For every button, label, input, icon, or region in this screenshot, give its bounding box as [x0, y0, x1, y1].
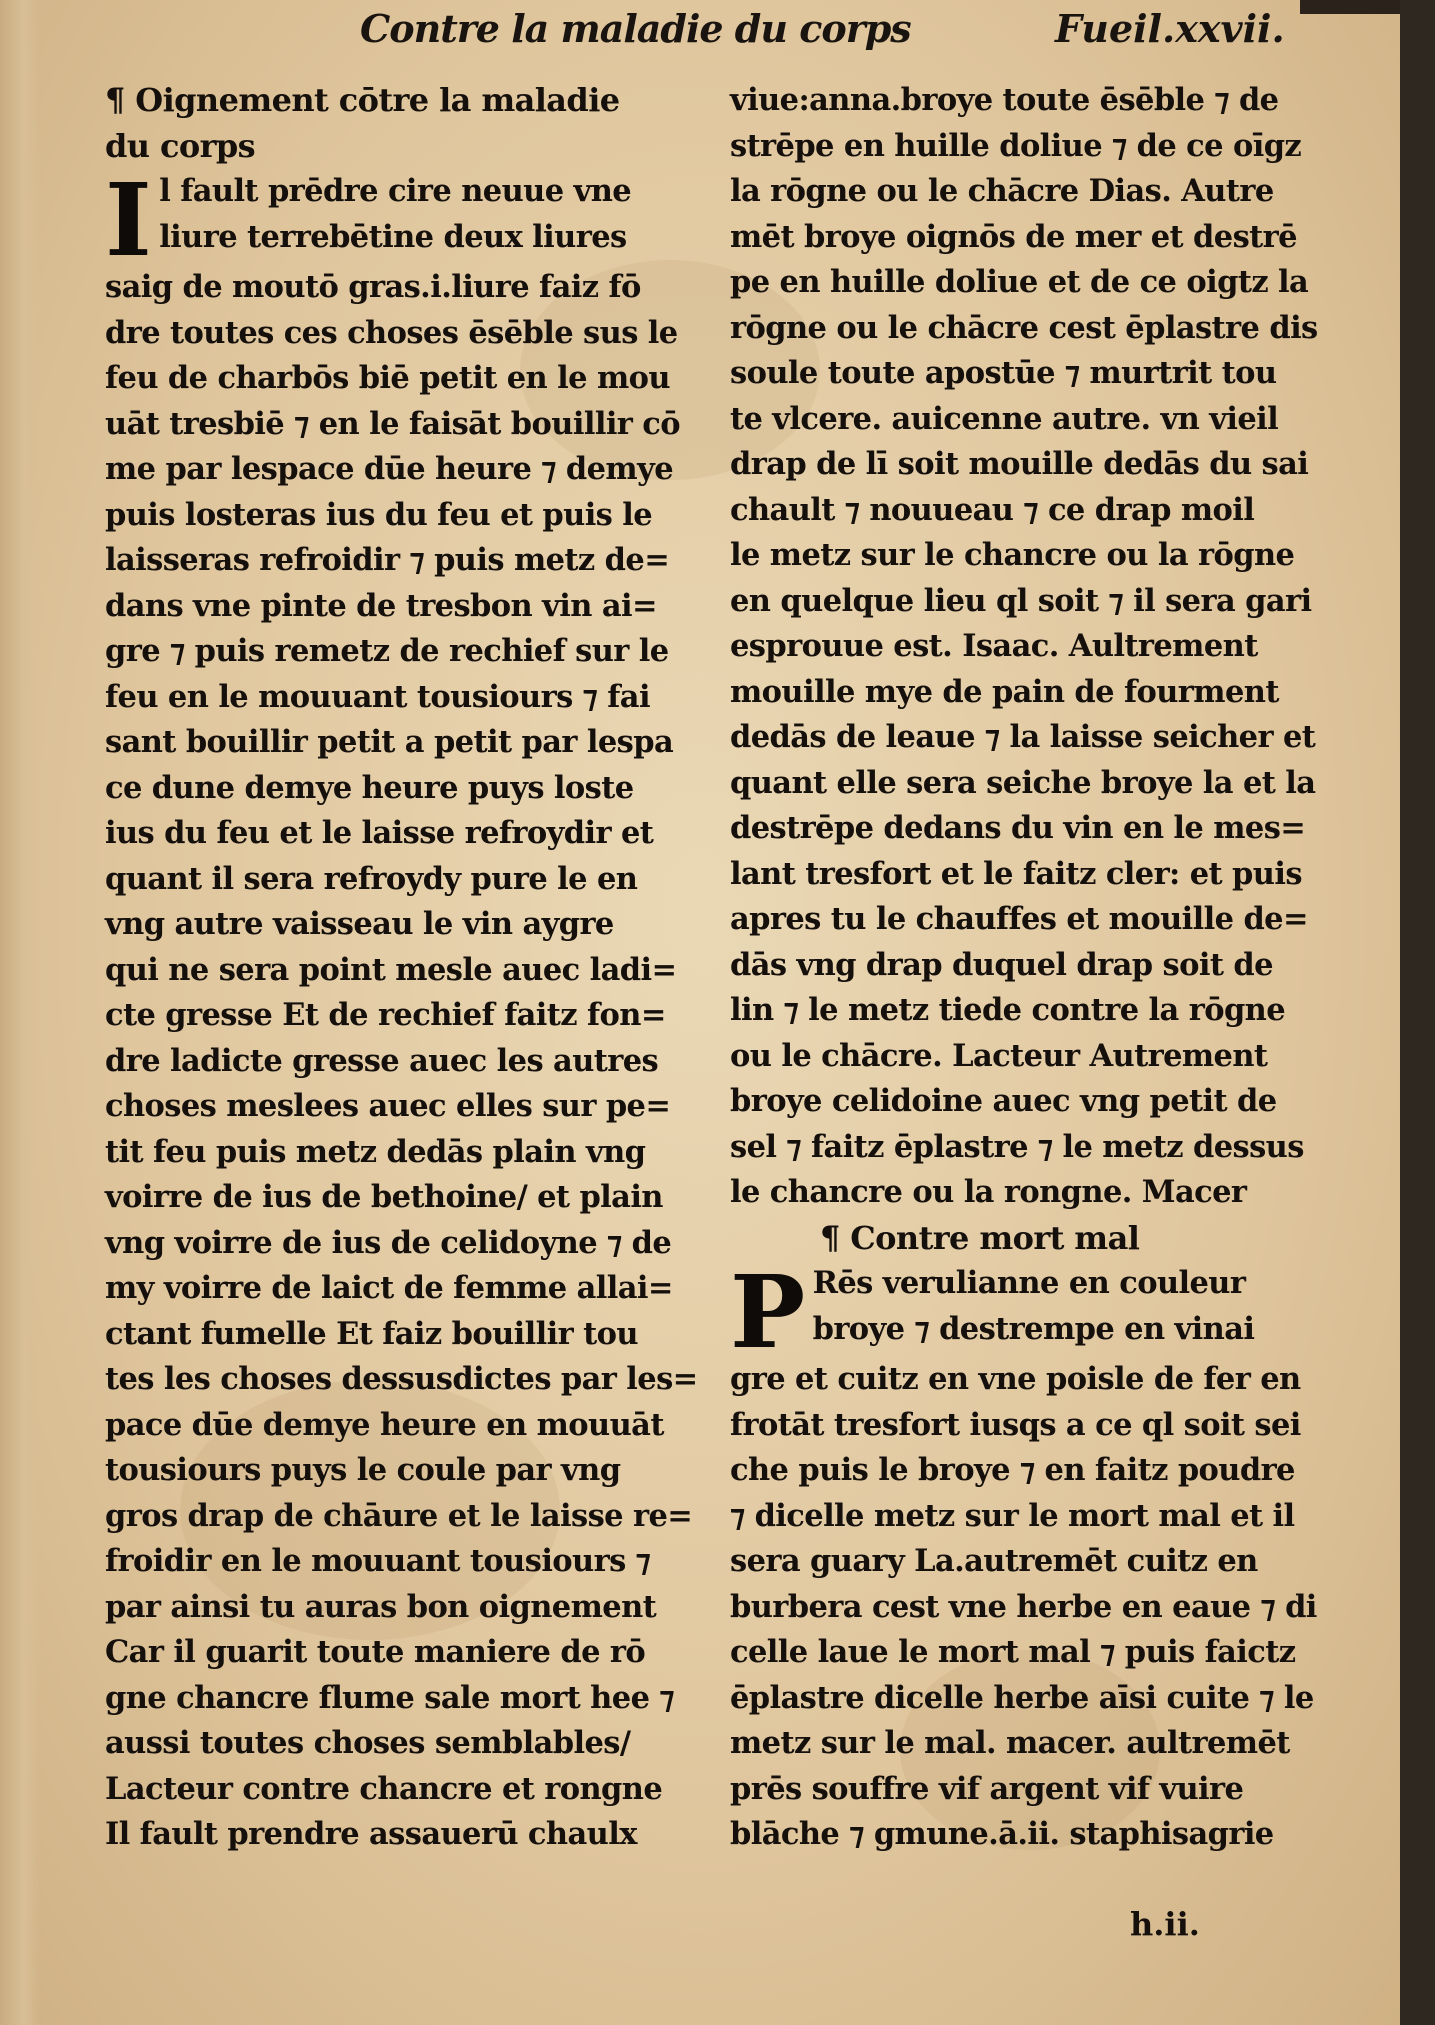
text-line: viue:anna.broye toute ēsēble ⁊ de — [730, 82, 1279, 118]
running-head: Contre la maladie du corps — [360, 6, 911, 51]
text-line: pe en huille doliue et de ce oigtz la — [730, 264, 1309, 300]
text-line: Car il guarit toute maniere de rō — [105, 1634, 646, 1670]
text-line: uāt tresbiē ⁊ en le faisāt bouillir cō — [105, 405, 681, 442]
page-gutter-edge — [0, 0, 40, 2025]
dropcap-paragraph — [730, 1261, 1325, 1357]
text-line: liure terrebētine deux liures — [159, 218, 627, 255]
text-line: esprouue est. Isaac. Aultrement — [730, 628, 1258, 664]
text-line: feu en le mouuant tousiours ⁊ fai — [105, 678, 650, 715]
body-text-top — [730, 78, 1325, 1216]
drop-cap-initial: P — [730, 1261, 805, 1357]
scan-background-edge — [1400, 0, 1435, 2025]
text-line: en quelque lieu ql soit ⁊ il sera gari — [730, 582, 1312, 619]
text-line: tes les choses dessusdictes par les= — [105, 1361, 698, 1397]
text-line: choses meslees auec elles sur pe= — [105, 1088, 671, 1124]
drop-cap-initial: I — [105, 169, 152, 265]
text-line: gros drap de chāure et le laisse re= — [105, 1497, 693, 1534]
text-line: qui ne sera point mesle auec ladi= — [105, 951, 677, 988]
text-line: frotāt tresfort iusqs a ce ql soit sei — [730, 1406, 1301, 1443]
text-line: te vlcere. auicenne autre. vn vieil — [730, 400, 1279, 437]
text-line: celle laue le mort mal ⁊ puis faictz — [730, 1634, 1296, 1670]
text-line: gre et cuitz en vne poisle de fer en — [730, 1361, 1301, 1397]
text-line: drap de lī soit mouille dedās du sai — [730, 446, 1309, 482]
page-top-shadow — [1300, 0, 1400, 14]
body-text-bottom — [730, 1357, 1325, 1858]
text-line: mēt broye oignōs de mer et destrē — [730, 218, 1297, 255]
text-line: Il fault prendre assauerū chaulx — [105, 1816, 637, 1852]
text-line: cte gresse Et de rechief faitz fon= — [105, 997, 666, 1033]
text-line: pace dūe demye heure en mouuāt — [105, 1406, 664, 1443]
text-line: che puis le broye ⁊ en faitz poudre — [730, 1452, 1295, 1488]
text-line: broye ⁊ destrempe en vinai — [812, 1310, 1255, 1347]
text-line: sel ⁊ faitz ēplastre ⁊ le metz dessus — [730, 1128, 1304, 1165]
text-line: rōgne ou le chācre cest ēplastre dis — [730, 309, 1318, 346]
text-line: tousiours puys le coule par vng — [105, 1452, 621, 1488]
text-line: par ainsi tu auras bon oignement — [105, 1588, 657, 1625]
subheading-line: Lacteur contre chancre et rongne — [105, 1770, 663, 1807]
text-line: prēs souffre vif argent vif vuire — [730, 1770, 1244, 1807]
text-line: laisseras refroidir ⁊ puis metz de= — [105, 542, 670, 578]
text-line: dre toutes ces choses ēsēble sus le — [105, 314, 678, 351]
text-line: ēplastre dicelle herbe aīsi cuite ⁊ le — [730, 1679, 1314, 1716]
folio-number: Fueil.xxvii. — [1055, 6, 1285, 51]
right-column — [730, 78, 1325, 1858]
text-line: sera guary La.autremēt cuitz en — [730, 1543, 1258, 1579]
text-line: ⁊ dicelle metz sur le mort mal et il — [730, 1497, 1295, 1534]
text-line: mouille mye de pain de fourment — [730, 673, 1279, 710]
text-line: me par lespace dūe heure ⁊ demye — [105, 451, 673, 487]
text-line: vng autre vaisseau le vin aygre — [105, 906, 614, 942]
text-line: puis losteras ius du feu et puis le — [105, 496, 653, 533]
section-heading: ¶ Contre mort mal — [820, 1218, 1140, 1257]
text-line: ce dune demye heure puys loste — [105, 769, 634, 806]
text-line: dedās de leaue ⁊ la laisse seicher et — [730, 719, 1316, 755]
text-line: l fault prēdre cire neuue vne — [159, 173, 632, 209]
text-line: la rōgne ou le chācre Dias. Autre — [730, 173, 1274, 209]
text-line: dre ladicte gresse auec les autres — [105, 1042, 659, 1079]
signature-mark: h.ii. — [1130, 1905, 1200, 1943]
text-line: ius du feu et le laisse refroydir et — [105, 815, 654, 851]
body-text — [105, 265, 705, 1858]
text-line: lin ⁊ le metz tiede contre la rōgne — [730, 992, 1286, 1028]
text-line: chault ⁊ nouueau ⁊ ce drap moil — [730, 491, 1255, 528]
section-heading: ¶ Oignement cōtre la maladie — [105, 81, 620, 119]
text-line: quant elle sera seiche broye la et la — [730, 764, 1316, 801]
text-line: feu de charbōs biē petit en le mou — [105, 360, 670, 396]
text-line: quant il sera refroydy pure le en — [105, 860, 638, 897]
text-line: le chancre ou la rongne. Macer — [730, 1174, 1247, 1210]
text-line: vng voirre de ius de celidoyne ⁊ de — [105, 1224, 672, 1261]
page-header — [150, 2, 1300, 54]
text-line: Rēs verulianne en couleur — [812, 1265, 1246, 1301]
text-line: dans vne pinte de tresbon vin ai= — [105, 587, 657, 624]
text-line: dās vng drap duquel drap soit de — [730, 946, 1273, 983]
section-heading: du corps — [105, 126, 256, 165]
text-line: sant bouillir petit a petit par lespa — [105, 724, 674, 760]
text-line: destrēpe dedans du vin en le mes= — [730, 810, 1306, 846]
text-line: burbera cest vne herbe en eaue ⁊ di — [730, 1588, 1317, 1625]
text-line: ctant fumelle Et faiz bouillir tou — [105, 1315, 638, 1352]
text-line: gre ⁊ puis remetz de rechief sur le — [105, 633, 669, 669]
text-line: aussi toutes choses semblables/ — [105, 1725, 631, 1761]
dropcap-paragraph — [105, 169, 705, 265]
text-line: froidir en le mouuant tousiours ⁊ — [105, 1543, 651, 1579]
text-line: my voirre de laict de femme allai= — [105, 1270, 673, 1306]
text-line: voirre de ius de bethoine/ et plain — [105, 1179, 663, 1215]
text-line: apres tu le chauffes et mouille de= — [730, 901, 1308, 937]
text-line: le metz sur le chancre ou la rōgne — [730, 537, 1295, 573]
text-line: lant tresfort et le faitz cler: et puis — [730, 855, 1302, 892]
text-line: gne chancre flume sale mort hee ⁊ — [105, 1679, 674, 1716]
text-line: blāche ⁊ gmune.ā.ii. staphisagrie — [730, 1816, 1274, 1852]
left-column — [105, 78, 705, 1858]
text-line: broye celidoine auec vng petit de — [730, 1083, 1277, 1119]
text-line: ou le chācre. Lacteur Autrement — [730, 1037, 1268, 1074]
text-line: soule toute apostūe ⁊ murtrit tou — [730, 355, 1277, 391]
text-line: tit feu puis metz dedās plain vng — [105, 1133, 646, 1170]
text-line: metz sur le mal. macer. aultremēt — [730, 1725, 1290, 1761]
text-line: strēpe en huille doliue ⁊ de ce oīgz — [730, 127, 1302, 164]
text-line: saig de moutō gras.i.liure faiz fō — [105, 269, 641, 305]
